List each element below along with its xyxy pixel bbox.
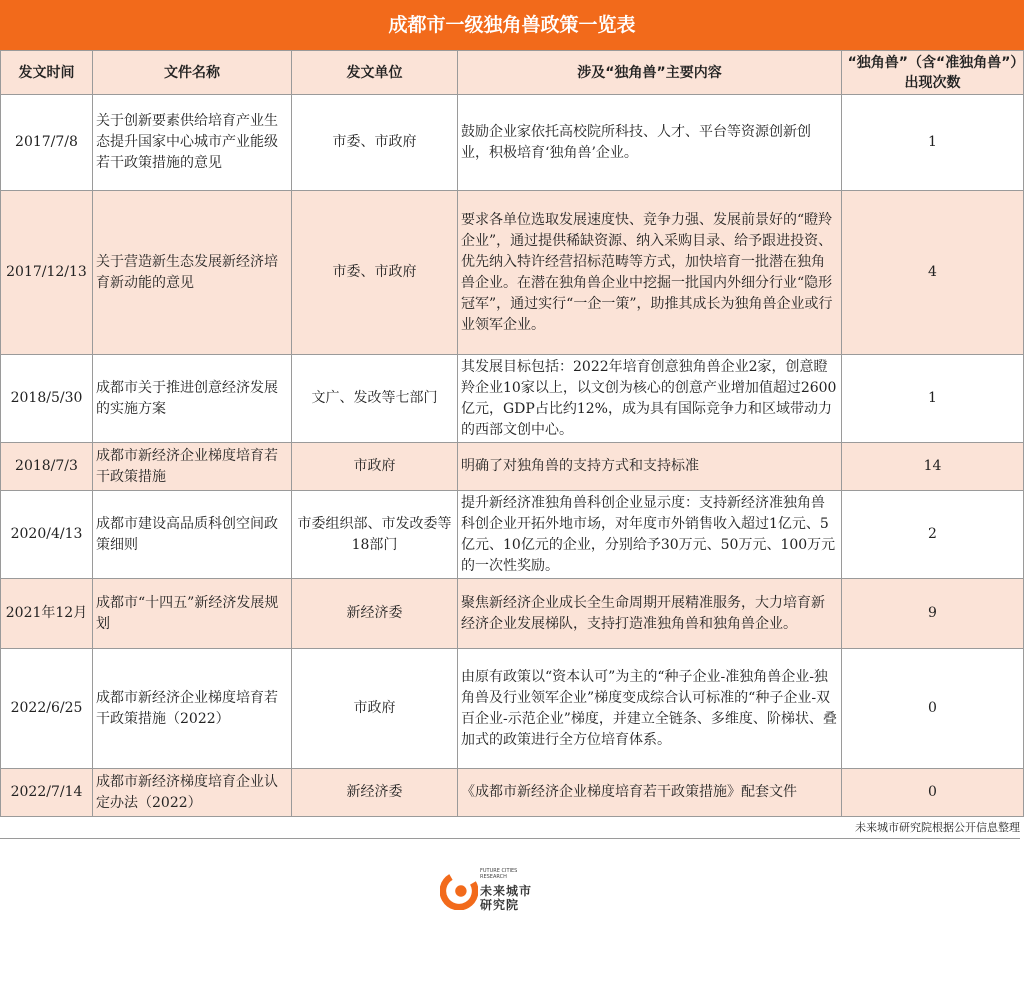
- cell-date: 2022/6/25: [1, 649, 93, 769]
- cell-name: 成都市“十四五”新经济发展规划: [93, 579, 292, 649]
- table-row: [1, 649, 1024, 769]
- cell-content: 由原有政策以“资本认可”为主的“种子企业-准独角兽企业-独角兽及行业领军企业”梯度变成综合认可标准的“种子企业-双百企业-示范企业”梯度，并建立全链条、多维度、阶梯状、叠加式的政策进行全方位培育体系。: [458, 649, 842, 769]
- institute-logo: [440, 866, 570, 916]
- cell-name: 成都市新经济企业梯度培育若干政策措施（2022）: [93, 649, 292, 769]
- cell-org: 市政府: [292, 649, 458, 769]
- logo-chinese-line1: 未来城市: [480, 884, 533, 898]
- cell-count: 14: [842, 443, 1024, 491]
- cell-content: 明确了对独角兽的支持方式和支持标准: [458, 443, 842, 491]
- cell-date: 2018/7/3: [1, 443, 93, 491]
- cell-content: 其发展目标包括：2022年培育创意独角兽企业2家，创意瞪羚企业10家以上，以文创为核心的创意产业增加值超过2600亿元，GDP占比约12%，成为具有国际竞争力和区域带动力的西部文创中心。: [458, 355, 842, 443]
- table-row: [1, 491, 1024, 579]
- cell-content: 提升新经济准独角兽科创企业显示度：支持新经济准独角兽科创企业开拓外地市场，对年度市外销售收入超过1亿元、5亿元、10亿元的企业，分别给予30万元、50万元、100万元的一次性奖励。: [458, 491, 842, 579]
- policy-table: [0, 50, 1024, 817]
- cell-count: 9: [842, 579, 1024, 649]
- cell-name: 关于营造新生态发展新经济培育新动能的意见: [93, 191, 292, 355]
- cell-count: 0: [842, 769, 1024, 817]
- table-header-row: [1, 51, 1024, 95]
- source-note: 未来城市研究院根据公开信息整理: [0, 818, 1020, 839]
- cell-org: 市委、市政府: [292, 191, 458, 355]
- cell-org: 市政府: [292, 443, 458, 491]
- table-row: [1, 769, 1024, 817]
- cell-org: 市委组织部、市发改委等18部门: [292, 491, 458, 579]
- logo-mark-icon: [440, 872, 478, 910]
- table-row: [1, 95, 1024, 191]
- cell-name: 成都市建设高品质科创空间政策细则: [93, 491, 292, 579]
- cell-count: 1: [842, 95, 1024, 191]
- cell-content: 聚焦新经济企业成长全生命周期开展精准服务，大力培育新经济企业发展梯队，支持打造准独角兽和独角兽企业。: [458, 579, 842, 649]
- page-title: 成都市一级独角兽政策一览表: [0, 0, 1024, 50]
- header-count: “独角兽”（含“准独角兽”）出现次数: [842, 51, 1024, 95]
- cell-count: 0: [842, 649, 1024, 769]
- header-date: 发文时间: [1, 51, 93, 95]
- cell-count: 1: [842, 355, 1024, 443]
- cell-name: 成都市新经济梯度培育企业认定办法（2022）: [93, 769, 292, 817]
- cell-name: 关于创新要素供给培育产业生态提升国家中心城市产业能级若干政策措施的意见: [93, 95, 292, 191]
- logo-english-text: FUTURE CITIES RESEARCH: [480, 868, 518, 880]
- cell-count: 4: [842, 191, 1024, 355]
- cell-name: 成都市关于推进创意经济发展的实施方案: [93, 355, 292, 443]
- cell-name: 成都市新经济企业梯度培育若干政策措施: [93, 443, 292, 491]
- header-name: 文件名称: [93, 51, 292, 95]
- cell-org: 新经济委: [292, 769, 458, 817]
- table-row: [1, 355, 1024, 443]
- cell-count: 2: [842, 491, 1024, 579]
- table-row: [1, 191, 1024, 355]
- table-row: [1, 443, 1024, 491]
- cell-date: 2020/4/13: [1, 491, 93, 579]
- cell-org: 文广、发改等七部门: [292, 355, 458, 443]
- table-row: [1, 579, 1024, 649]
- header-org: 发文单位: [292, 51, 458, 95]
- logo-chinese-line2: 研究院: [480, 898, 520, 912]
- cell-date: 2018/5/30: [1, 355, 93, 443]
- cell-content: 要求各单位选取发展速度快、竞争力强、发展前景好的“瞪羚企业”，通过提供稀缺资源、纳入采购目录、给予跟进投资、优先纳入特许经营招标范畴等方式，加快培育一批潜在独角兽企业。在潜在独角兽企业中挖掘一批国内外细分行业“隐形冠军”，通过实行“一企一策”，助推其成长为独角兽企业或行业领军企业。: [458, 191, 842, 355]
- cell-content: 鼓励企业家依托高校院所科技、人才、平台等资源创新创业，积极培育‘独角兽’企业。: [458, 95, 842, 191]
- cell-content: 《成都市新经济企业梯度培育若干政策措施》配套文件: [458, 769, 842, 817]
- cell-date: 2017/12/13: [1, 191, 93, 355]
- cell-org: 市委、市政府: [292, 95, 458, 191]
- header-content: 涉及“独角兽”主要内容: [458, 51, 842, 95]
- cell-org: 新经济委: [292, 579, 458, 649]
- cell-date: 2022/7/14: [1, 769, 93, 817]
- cell-date: 2021年12月: [1, 579, 93, 649]
- cell-date: 2017/7/8: [1, 95, 93, 191]
